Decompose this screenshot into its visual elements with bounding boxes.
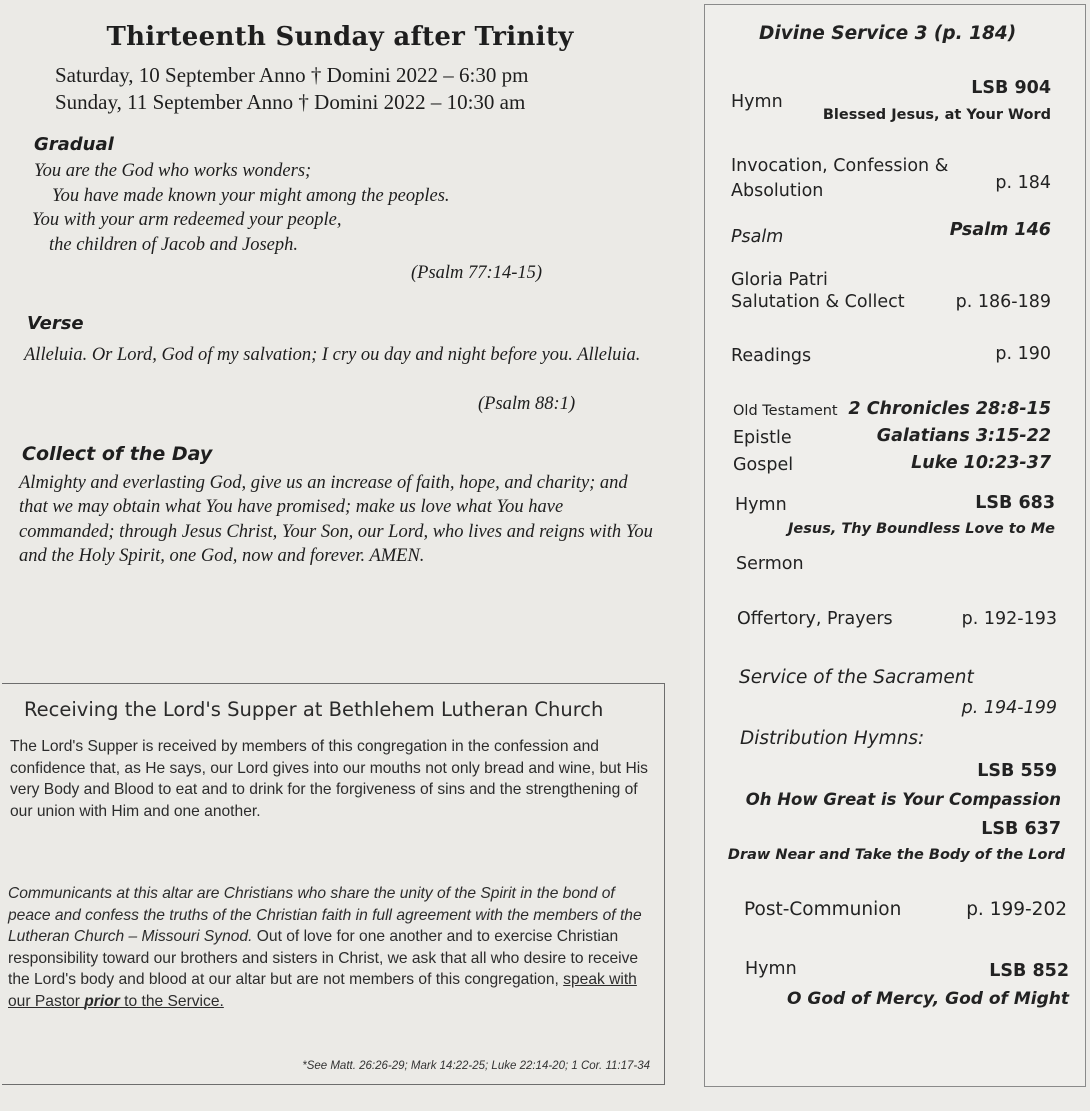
distribution-hymn-number: LSB 637 <box>981 819 1061 839</box>
sacrament-page: p. 194-199 <box>961 698 1057 718</box>
offertory-page: p. 192-193 <box>961 609 1057 629</box>
gospel-label: Gospel <box>733 455 794 475</box>
invocation-label: Invocation, Confession & <box>731 156 949 176</box>
gloria-patri: Gloria Patri <box>731 270 828 290</box>
verse-text: Alleluia. Or Lord, God of my salvation; I cry ou day and night before you. Alleluia. <box>24 345 641 365</box>
old-testament-reading: 2 Chronicles 28:8-15 <box>848 399 1051 419</box>
notice-emphasis: prior <box>84 992 120 1010</box>
hymn-label: Hymn <box>745 959 797 979</box>
order-title: Divine Service 3 (p. 184) <box>759 23 1017 44</box>
collect-heading: Collect of the Day <box>22 443 213 465</box>
notice-footnote: *See Matt. 26:26-29; Mark 14:22-25; Luke 22:14-20; 1 Cor. 11:17-34 <box>302 1060 650 1072</box>
notice-title: Receiving the Lord's Supper at Bethlehem Lutheran Church <box>24 698 604 721</box>
notice-underlined-text: to the Service. <box>119 992 224 1010</box>
verse-reference: (Psalm 88:1) <box>478 394 576 414</box>
hymn-number: LSB 904 <box>971 78 1051 98</box>
readings-label: Readings <box>731 346 812 366</box>
hymn-label: Hymn <box>731 92 783 112</box>
epistle-label: Epistle <box>733 428 792 448</box>
hymn-number: LSB 852 <box>989 961 1069 981</box>
hymn-label: Hymn <box>735 495 787 515</box>
hymn-title: O God of Mercy, God of Might <box>787 989 1069 1009</box>
salutation-page: p. 186-189 <box>955 292 1051 312</box>
hymn-title: Jesus, Thy Boundless Love to Me <box>788 521 1055 537</box>
hymn-number: LSB 683 <box>975 493 1055 513</box>
order-of-service-panel <box>704 4 1086 1087</box>
invocation-page: p. 184 <box>995 173 1051 193</box>
salutation-label: Salutation & Collect <box>731 292 905 312</box>
sermon-label: Sermon <box>736 554 804 574</box>
psalm-value: Psalm 146 <box>949 220 1051 240</box>
distribution-heading: Distribution Hymns: <box>740 728 925 749</box>
notice-italic-text: Communicants at this altar are Christians who share the unity of the Spirit in the bond of peace and confess the truths of the Christian faith in full agreement with the members of the Lutheran Church – Missouri Synod. <box>8 885 642 945</box>
notice-underlined-text: speak with our Pastor <box>8 971 637 1010</box>
gradual-line: the children of Jacob and Joseph. <box>49 235 299 255</box>
service-time-saturday: Saturday, 10 September Anno † Domini 2022 – 6:30 pm <box>55 63 529 87</box>
verse-heading: Verse <box>27 313 84 334</box>
distribution-hymn-number: LSB 559 <box>977 761 1057 781</box>
notice-text: Out of love for one another and to exercise Christian responsibility toward our brothers and sisters in Christ, we ask that all who desire to receive the Lord's body and blood at our altar but are not members of this congregation, <box>8 928 639 988</box>
notice-paragraph-2 <box>8 883 653 1012</box>
post-communion-page: p. 199-202 <box>966 899 1067 920</box>
gospel-reading: Luke 10:23-37 <box>911 453 1051 473</box>
offertory-label: Offertory, Prayers <box>737 609 893 629</box>
gradual-reference: (Psalm 77:14-15) <box>411 263 543 283</box>
epistle-reading: Galatians 3:15-22 <box>876 426 1051 446</box>
distribution-hymn-title: Draw Near and Take the Body of the Lord <box>727 847 1065 863</box>
collect-text: Almighty and everlasting God, give us an increase of faith, hope, and charity; and that we may obtain what You have promised; make us love what You have commanded; through Jesus Christ, Your Son, our Lord, who lives and reigns with You and the Holy Spirit, one God, now and forever. AMEN. <box>19 473 653 566</box>
old-testament-label: Old Testament <box>733 403 838 419</box>
absolution-label: Absolution <box>731 181 824 201</box>
distribution-hymn-title: Oh How Great is Your Compassion <box>745 790 1061 809</box>
sacrament-heading: Service of the Sacrament <box>739 667 974 688</box>
service-time-sunday: Sunday, 11 September Anno † Domini 2022 – 10:30 am <box>55 90 526 114</box>
hymn-title: Blessed Jesus, at Your Word <box>822 107 1051 123</box>
gradual-line: You are the God who works wonders; <box>34 161 312 181</box>
notice-paragraph-1: The Lord's Supper is received by members of this congregation in the confession and confidence that, as He says, our Lord gives into our mouths not only bread and wine, but His very Body and Blood to eat and to drink for the forgiveness of sins and the strengthening of our union with Him and one another. <box>10 738 648 820</box>
page-title: Thirteenth Sunday after Trinity <box>106 22 574 52</box>
post-communion-label: Post-Communion <box>744 899 902 920</box>
psalm-label: Psalm <box>731 227 784 247</box>
gradual-heading: Gradual <box>34 134 114 155</box>
gradual-line: You with your arm redeemed your people, <box>32 210 342 230</box>
readings-page: p. 190 <box>995 344 1051 364</box>
gradual-line: You have made known your might among the peoples. <box>52 186 450 206</box>
lords-supper-notice <box>2 683 665 1085</box>
